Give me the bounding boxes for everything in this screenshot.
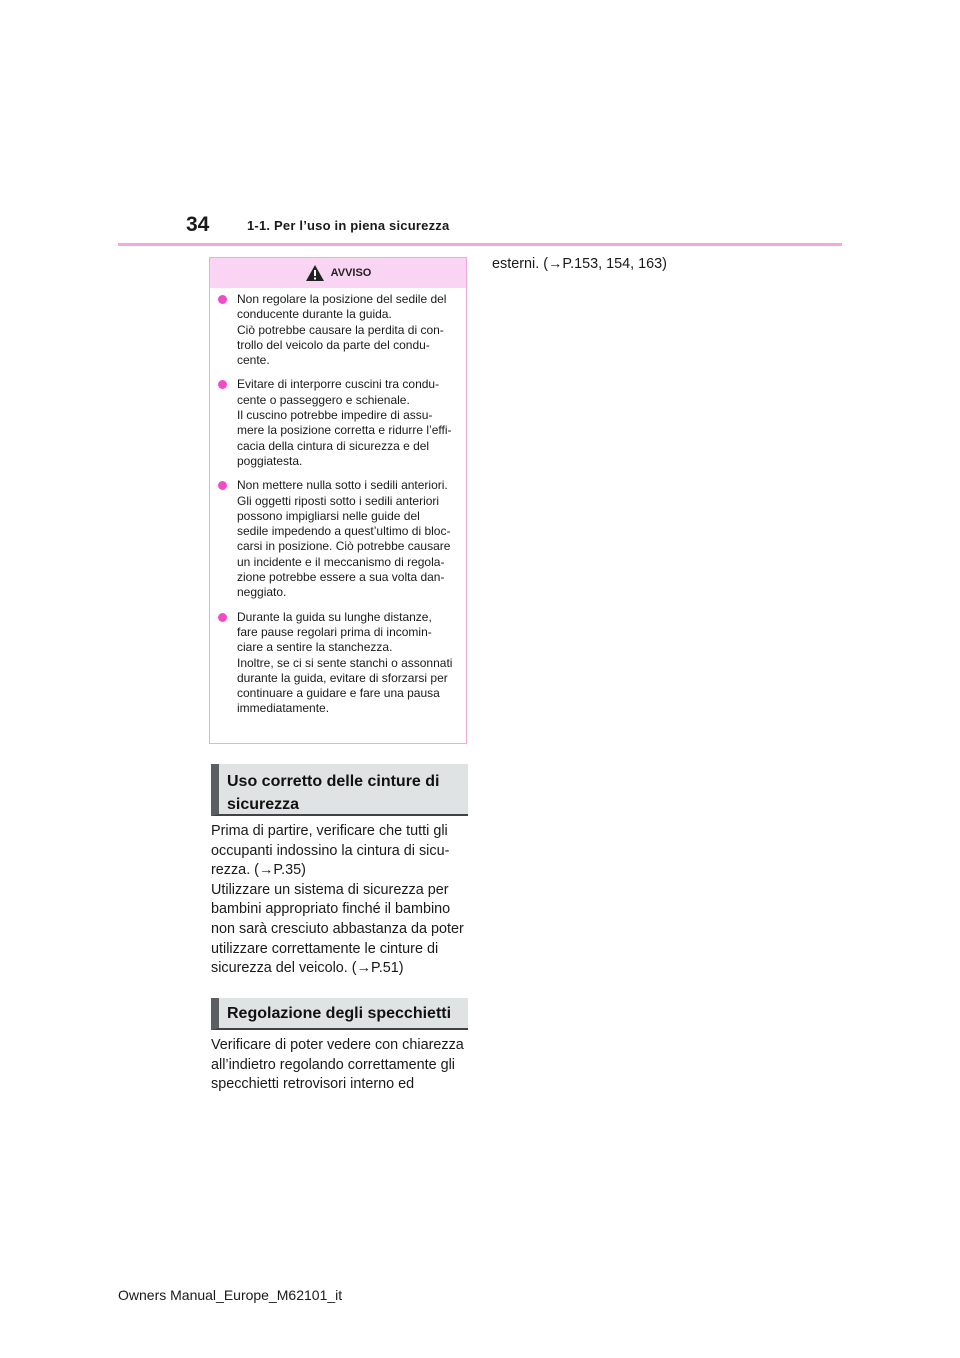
warning-item: [218, 478, 458, 600]
mirror-paragraph-continued: esterni. (→P.153, 154, 163): [492, 256, 667, 272]
warning-item-text: Non mettere nulla sotto i sedili anteriori. Gli oggetti riposti sotto i sedili anteriori possono impigliarsi nelle guide del sedile impedendo a quest’ultimo di bloc- carsi in posizione. Ciò potrebbe causare un incidente e il meccanismo di regola- zione potrebbe essere a sua volta dan- neggiato.: [237, 478, 451, 600]
warning-item: [218, 610, 458, 717]
warning-list: [210, 288, 466, 717]
footer-text: Owners Manual_Europe_M62101_it: [118, 1287, 343, 1303]
warning-item: [218, 292, 458, 368]
warning-item-text: Evitare di interporre cuscini tra condu- cente o passeggero e schienale. Il cuscino potrebbe impedire di assu- mere la posizione corretta e ridurre l’effi- cacia della cintura di sicurezza e del poggiatesta.: [237, 377, 452, 468]
bullet-icon: [218, 295, 227, 304]
seatbelt-paragraph: Prima di partire, verificare che tutti gli occupanti indossino la cintura di sicu- rezza. (→P.35) Utilizzare un sistema di sicurezza per bambini appropriato finché il bambino non sarà cresciuto abbastanza da poter utilizzare correttamente le cinture di sicurezza del veicolo. (→P.51): [211, 823, 464, 977]
warning-item: [218, 377, 458, 469]
mirror-paragraph: Verificare di poter vedere con chiarezza all’indietro regolando correttamente gli specchietti retrovisori interno ed: [211, 1037, 464, 1093]
warning-triangle-icon: [305, 264, 325, 282]
bullet-icon: [218, 481, 227, 490]
warning-item-text: Non regolare la posizione del sedile del conducente durante la guida. Ciò potrebbe causare la perdita di con- trollo del veicolo da parte del condu- cente.: [237, 292, 447, 368]
warning-item-text: Durante la guida su lunghe distanze, fare pause regolari prima di incomin- ciare a sentire la stanchezza. Inoltre, se ci si sente stanchi o assonnati durante la guida, evitare di sforzarsi per continuare a guidare e fare una pausa immediatamente.: [237, 609, 453, 716]
warning-header: [210, 258, 466, 288]
warning-title: AVVISO: [330, 267, 372, 279]
header-divider: [118, 243, 842, 246]
seatbelt-heading: Uso corretto delle cinture di sicurezza: [211, 764, 468, 816]
bullet-icon: [218, 380, 227, 389]
warning-box: [209, 257, 467, 744]
mirror-heading: Regolazione degli specchietti: [211, 998, 468, 1030]
section-title: 1-1. Per l’uso in piena sicurezza: [247, 218, 450, 233]
page-number: 34: [186, 213, 210, 236]
bullet-icon: [218, 613, 227, 622]
